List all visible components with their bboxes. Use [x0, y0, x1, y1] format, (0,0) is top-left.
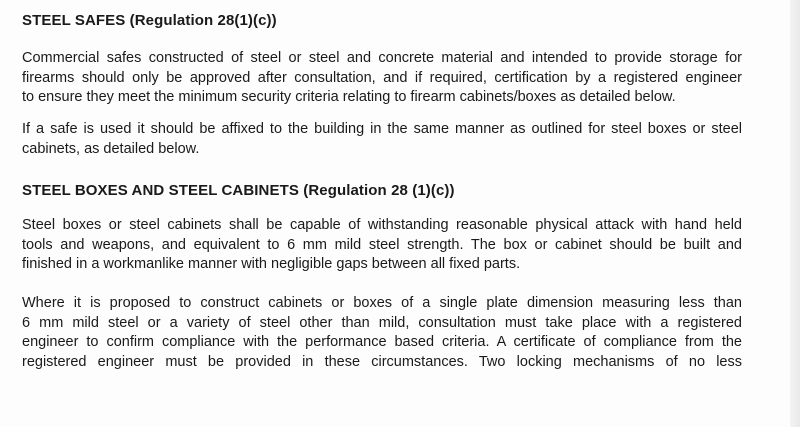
section-heading-steel-boxes-cabinets — [22, 182, 455, 199]
text-line: to ensure they meet the minimum security criteria relating to firearm cabinets/boxes as detailed below. — [22, 89, 676, 105]
paragraph-safe-affixed — [22, 120, 742, 159]
text-line: registered engineer must be provided in these circumstances. Two locking mechanisms of no less — [22, 353, 742, 370]
text-line: 6 mm mild steel or a variety of steel other than mild, consultation must take place with a registered — [22, 314, 742, 331]
section-heading-steel-safes — [22, 12, 277, 29]
heading-title: STEEL BOXES AND STEEL CABINETS — [22, 182, 299, 199]
paragraph-commercial-safes — [22, 49, 742, 108]
heading-regulation: (Regulation 28(1)(c)) — [129, 12, 277, 29]
heading-title: STEEL SAFES — [22, 12, 126, 29]
text-line: If a safe is used it should be affixed to the building in the same manner as outlined for steel boxes or steel — [22, 121, 742, 137]
text-line: finished in a workmanlike manner with negligible gaps between all fixed parts. — [22, 256, 521, 272]
paragraph-steel-boxes-strength — [22, 216, 742, 275]
paragraph-single-plate-dimension — [22, 294, 742, 372]
page-edge-shadow — [790, 0, 800, 427]
text-line: Where it is proposed to construct cabinets or boxes of a single plate dimension measuring less than — [22, 295, 742, 311]
heading-regulation: (Regulation 28 (1)(c)) — [303, 182, 455, 199]
text-line: engineer to confirm compliance with the performance based criteria. A certificate of compliance from the — [22, 334, 742, 350]
text-line: firearms should only be approved after consultation, and if required, certification by a registered engineer — [22, 69, 742, 86]
text-line: tools and weapons, and equivalent to 6 mm mild steel strength. The box or cabinet should be built and — [22, 236, 742, 253]
text-line: Steel boxes or steel cabinets shall be capable of withstanding reasonable physical attack with hand held — [22, 217, 742, 233]
text-line: Commercial safes constructed of steel or steel and concrete material and intended to provide storage for — [22, 50, 742, 66]
text-line: cabinets, as detailed below. — [22, 140, 200, 157]
